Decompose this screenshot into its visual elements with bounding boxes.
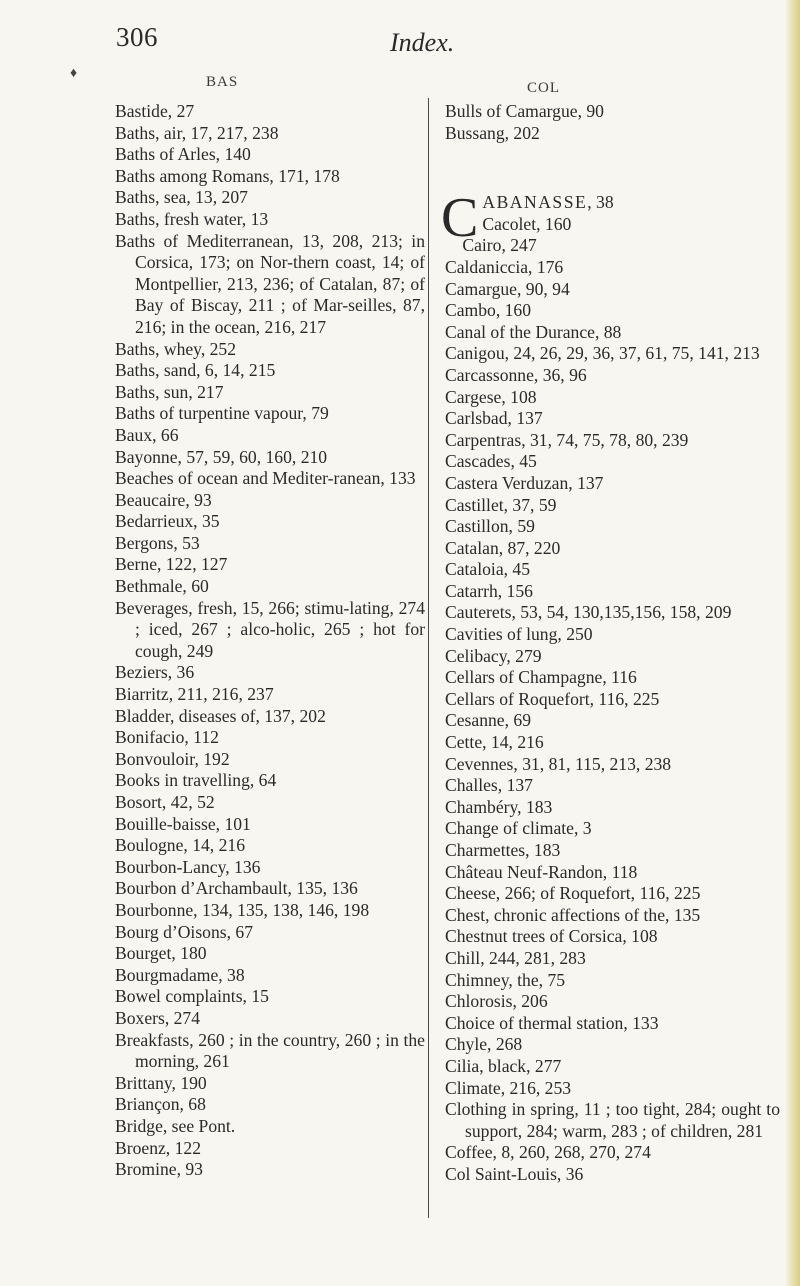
index-entry: Camargue, 90, 94 bbox=[445, 278, 570, 299]
index-entry: Coffee, 8, 260, 268, 270, 274 bbox=[445, 1142, 651, 1163]
column-divider bbox=[428, 98, 429, 1218]
index-entry: Baths, fresh water, 13 bbox=[115, 208, 269, 229]
index-entry: Bonifacio, 112 bbox=[115, 727, 219, 748]
index-entry: Broenz, 122 bbox=[115, 1137, 201, 1158]
index-entry: Cacolet, 160 bbox=[482, 213, 572, 234]
index-entry: Cette, 14, 216 bbox=[445, 732, 544, 753]
index-entry: Catarrh, 156 bbox=[445, 580, 533, 601]
index-entry: Change of climate, 3 bbox=[445, 818, 592, 839]
index-entry: Chest, chronic affections of the, 135 bbox=[445, 904, 701, 925]
index-entry: Castillet, 37, 59 bbox=[445, 494, 557, 515]
index-entry: Beziers, 36 bbox=[115, 662, 195, 683]
index-entry: Catalan, 87, 220 bbox=[445, 537, 561, 558]
index-entry: Cambo, 160 bbox=[445, 300, 532, 321]
index-entry: Charmettes, 183 bbox=[445, 840, 561, 860]
index-entry: Books in travelling, 64 bbox=[115, 770, 277, 791]
index-entry: Canigou, 24, 26, 29, 36, 37, 61, 75, 141, 213 bbox=[445, 343, 760, 364]
entry-pages: , 38 bbox=[587, 192, 614, 213]
index-entry: Baths among Romans, 171, 178 bbox=[115, 165, 340, 186]
index-column-left bbox=[115, 101, 425, 1181]
index-entry: Bridge, see Pont. bbox=[115, 1115, 236, 1136]
index-entry: Bouille-baisse, 101 bbox=[115, 813, 251, 834]
index-entry: Bourbon d’Archambault, 135, 136 bbox=[115, 878, 358, 899]
index-entry: Chill, 244, 281, 283 bbox=[445, 947, 586, 968]
index-entry: Baths of Mediterranean, 13, 208, 213; in Corsica, 173; on Nor-thern coast, 14; of Montpellier, 213, 236; of Catalan, 87; of Bay of Biscay, 211 ; of Mar-seilles, 87, 216; in the ocean, 216, 217 bbox=[115, 230, 425, 337]
index-entry: Challes, 137 bbox=[445, 775, 533, 796]
index-entry: Castillon, 59 bbox=[445, 516, 535, 537]
index-entry: Bourbon-Lancy, 136 bbox=[115, 856, 261, 877]
index-entry: Briançon, 68 bbox=[115, 1094, 206, 1115]
index-entry: Carlsbad, 137 bbox=[445, 408, 543, 429]
index-entry: Bladder, diseases of, 137, 202 bbox=[115, 705, 326, 726]
index-entry: Cheese, 266; of Roquefort, 116, 225 bbox=[445, 883, 701, 904]
index-entry: Bulls of Camargue, 90 bbox=[445, 101, 604, 121]
index-entry: Chambéry, 183 bbox=[445, 796, 553, 817]
index-column-right bbox=[441, 101, 780, 1186]
index-entry: Choice of thermal station, 133 bbox=[445, 1012, 659, 1033]
index-entry: Bergons, 53 bbox=[115, 532, 200, 553]
index-entry: Bethmale, 60 bbox=[115, 576, 209, 597]
index-entry: Baths of Arles, 140 bbox=[115, 144, 251, 165]
index-entry: Bourbonne, 134, 135, 138, 146, 198 bbox=[115, 899, 370, 920]
index-entry: Chlorosis, 206 bbox=[445, 991, 548, 1012]
index-entry: Beverages, fresh, 15, 266; stimu-lating, 274 ; iced, 267 ; alco-holic, 265 ; hot for cough, 249 bbox=[115, 597, 425, 661]
index-entry: Baths, whey, 252 bbox=[115, 338, 237, 359]
page-edge bbox=[786, 0, 800, 1286]
index-entry: Brittany, 190 bbox=[115, 1072, 207, 1093]
index-entry: Bonvouloir, 192 bbox=[115, 748, 230, 769]
column-heading-left: BAS bbox=[206, 74, 239, 90]
index-entry: Canal of the Durance, 88 bbox=[445, 321, 622, 342]
margin-mark: ♦ bbox=[70, 66, 78, 81]
index-entry: Beaucaire, 93 bbox=[115, 489, 212, 510]
index-entry: Berne, 122, 127 bbox=[115, 554, 228, 575]
index-entry: Chestnut trees of Corsica, 108 bbox=[445, 926, 658, 947]
index-entry: Cesanne, 69 bbox=[445, 710, 531, 731]
index-entry: Cargese, 108 bbox=[445, 386, 537, 407]
index-entry: Biarritz, 211, 216, 237 bbox=[115, 684, 274, 705]
index-entry: Bosort, 42, 52 bbox=[115, 792, 215, 812]
index-entry: Boxers, 274 bbox=[115, 1007, 201, 1028]
index-entry: Baths, air, 17, 217, 238 bbox=[115, 122, 279, 143]
index-entry: Castera Verduzan, 137 bbox=[445, 472, 604, 493]
index-entry: Baths of turpentine vapour, 79 bbox=[115, 403, 329, 424]
index-entry: Cascades, 45 bbox=[445, 451, 537, 472]
letter-gap bbox=[445, 144, 780, 192]
index-entry: Bourgmadame, 38 bbox=[115, 964, 245, 985]
index-entry: Bowel complaints, 15 bbox=[115, 986, 269, 1007]
index-entry: Baux, 66 bbox=[115, 424, 179, 445]
index-entry: Caldaniccia, 176 bbox=[445, 256, 564, 277]
index-entry: Bourg d’Oisons, 67 bbox=[115, 921, 253, 942]
index-entry: Cauterets, 53, 54, 130,135,156, 158, 209 bbox=[445, 602, 732, 623]
index-entry: Cataloia, 45 bbox=[445, 559, 531, 580]
index-entry: Cilia, black, 277 bbox=[445, 1055, 562, 1076]
index-entry: Col Saint-Louis, 36 bbox=[445, 1163, 584, 1184]
running-head: Index. bbox=[390, 28, 455, 57]
index-entry: Chyle, 268 bbox=[445, 1034, 523, 1055]
index-entry: Bromine, 93 bbox=[115, 1159, 203, 1180]
index-entry: Chimney, the, 75 bbox=[445, 969, 566, 990]
index-entry: Cavities of lung, 250 bbox=[445, 624, 593, 645]
index-entry: Bourget, 180 bbox=[115, 943, 207, 964]
index-entry: Cairo, 247 bbox=[462, 235, 537, 256]
index-entry: Baths, sun, 217 bbox=[115, 381, 224, 402]
index-entry: Bussang, 202 bbox=[445, 122, 540, 143]
index-entry: Carpentras, 31, 74, 75, 78, 80, 239 bbox=[445, 429, 689, 450]
index-entry: Cellars of Roquefort, 116, 225 bbox=[445, 688, 660, 709]
index-entry: Beaches of ocean and Mediter-ranean, 133 bbox=[115, 468, 416, 489]
index-entry: Baths, sea, 13, 207 bbox=[115, 187, 248, 208]
index-entry: Boulogne, 14, 216 bbox=[115, 835, 245, 856]
drop-cap: C bbox=[441, 187, 479, 250]
index-entry: Clothing in spring, 11 ; too tight, 284; ought to support, 284; warm, 283 ; of children, 281 bbox=[445, 1099, 780, 1141]
index-entry: Climate, 216, 253 bbox=[445, 1077, 572, 1098]
index-entry: Carcassonne, 36, 96 bbox=[445, 364, 587, 385]
index-entry: Breakfasts, 260 ; in the country, 260 ; in the morning, 261 bbox=[115, 1029, 425, 1072]
entry-term: ABANASSE bbox=[482, 192, 588, 213]
index-entry: Celibacy, 279 bbox=[445, 645, 542, 666]
index-entry: Bayonne, 57, 59, 60, 160, 210 bbox=[115, 446, 328, 467]
index-entry: Bedarrieux, 35 bbox=[115, 511, 220, 532]
column-heading-right: COL bbox=[527, 80, 560, 96]
page-number: 306 bbox=[116, 22, 158, 52]
index-entry: Cevennes, 31, 81, 115, 213, 238 bbox=[445, 753, 672, 774]
index-entry: Bastide, 27 bbox=[115, 101, 195, 121]
index-entry: Baths, sand, 6, 14, 215 bbox=[115, 360, 276, 381]
index-entry: Château Neuf-Randon, 118 bbox=[445, 861, 638, 882]
index-entry: Cellars of Champagne, 116 bbox=[445, 667, 637, 688]
